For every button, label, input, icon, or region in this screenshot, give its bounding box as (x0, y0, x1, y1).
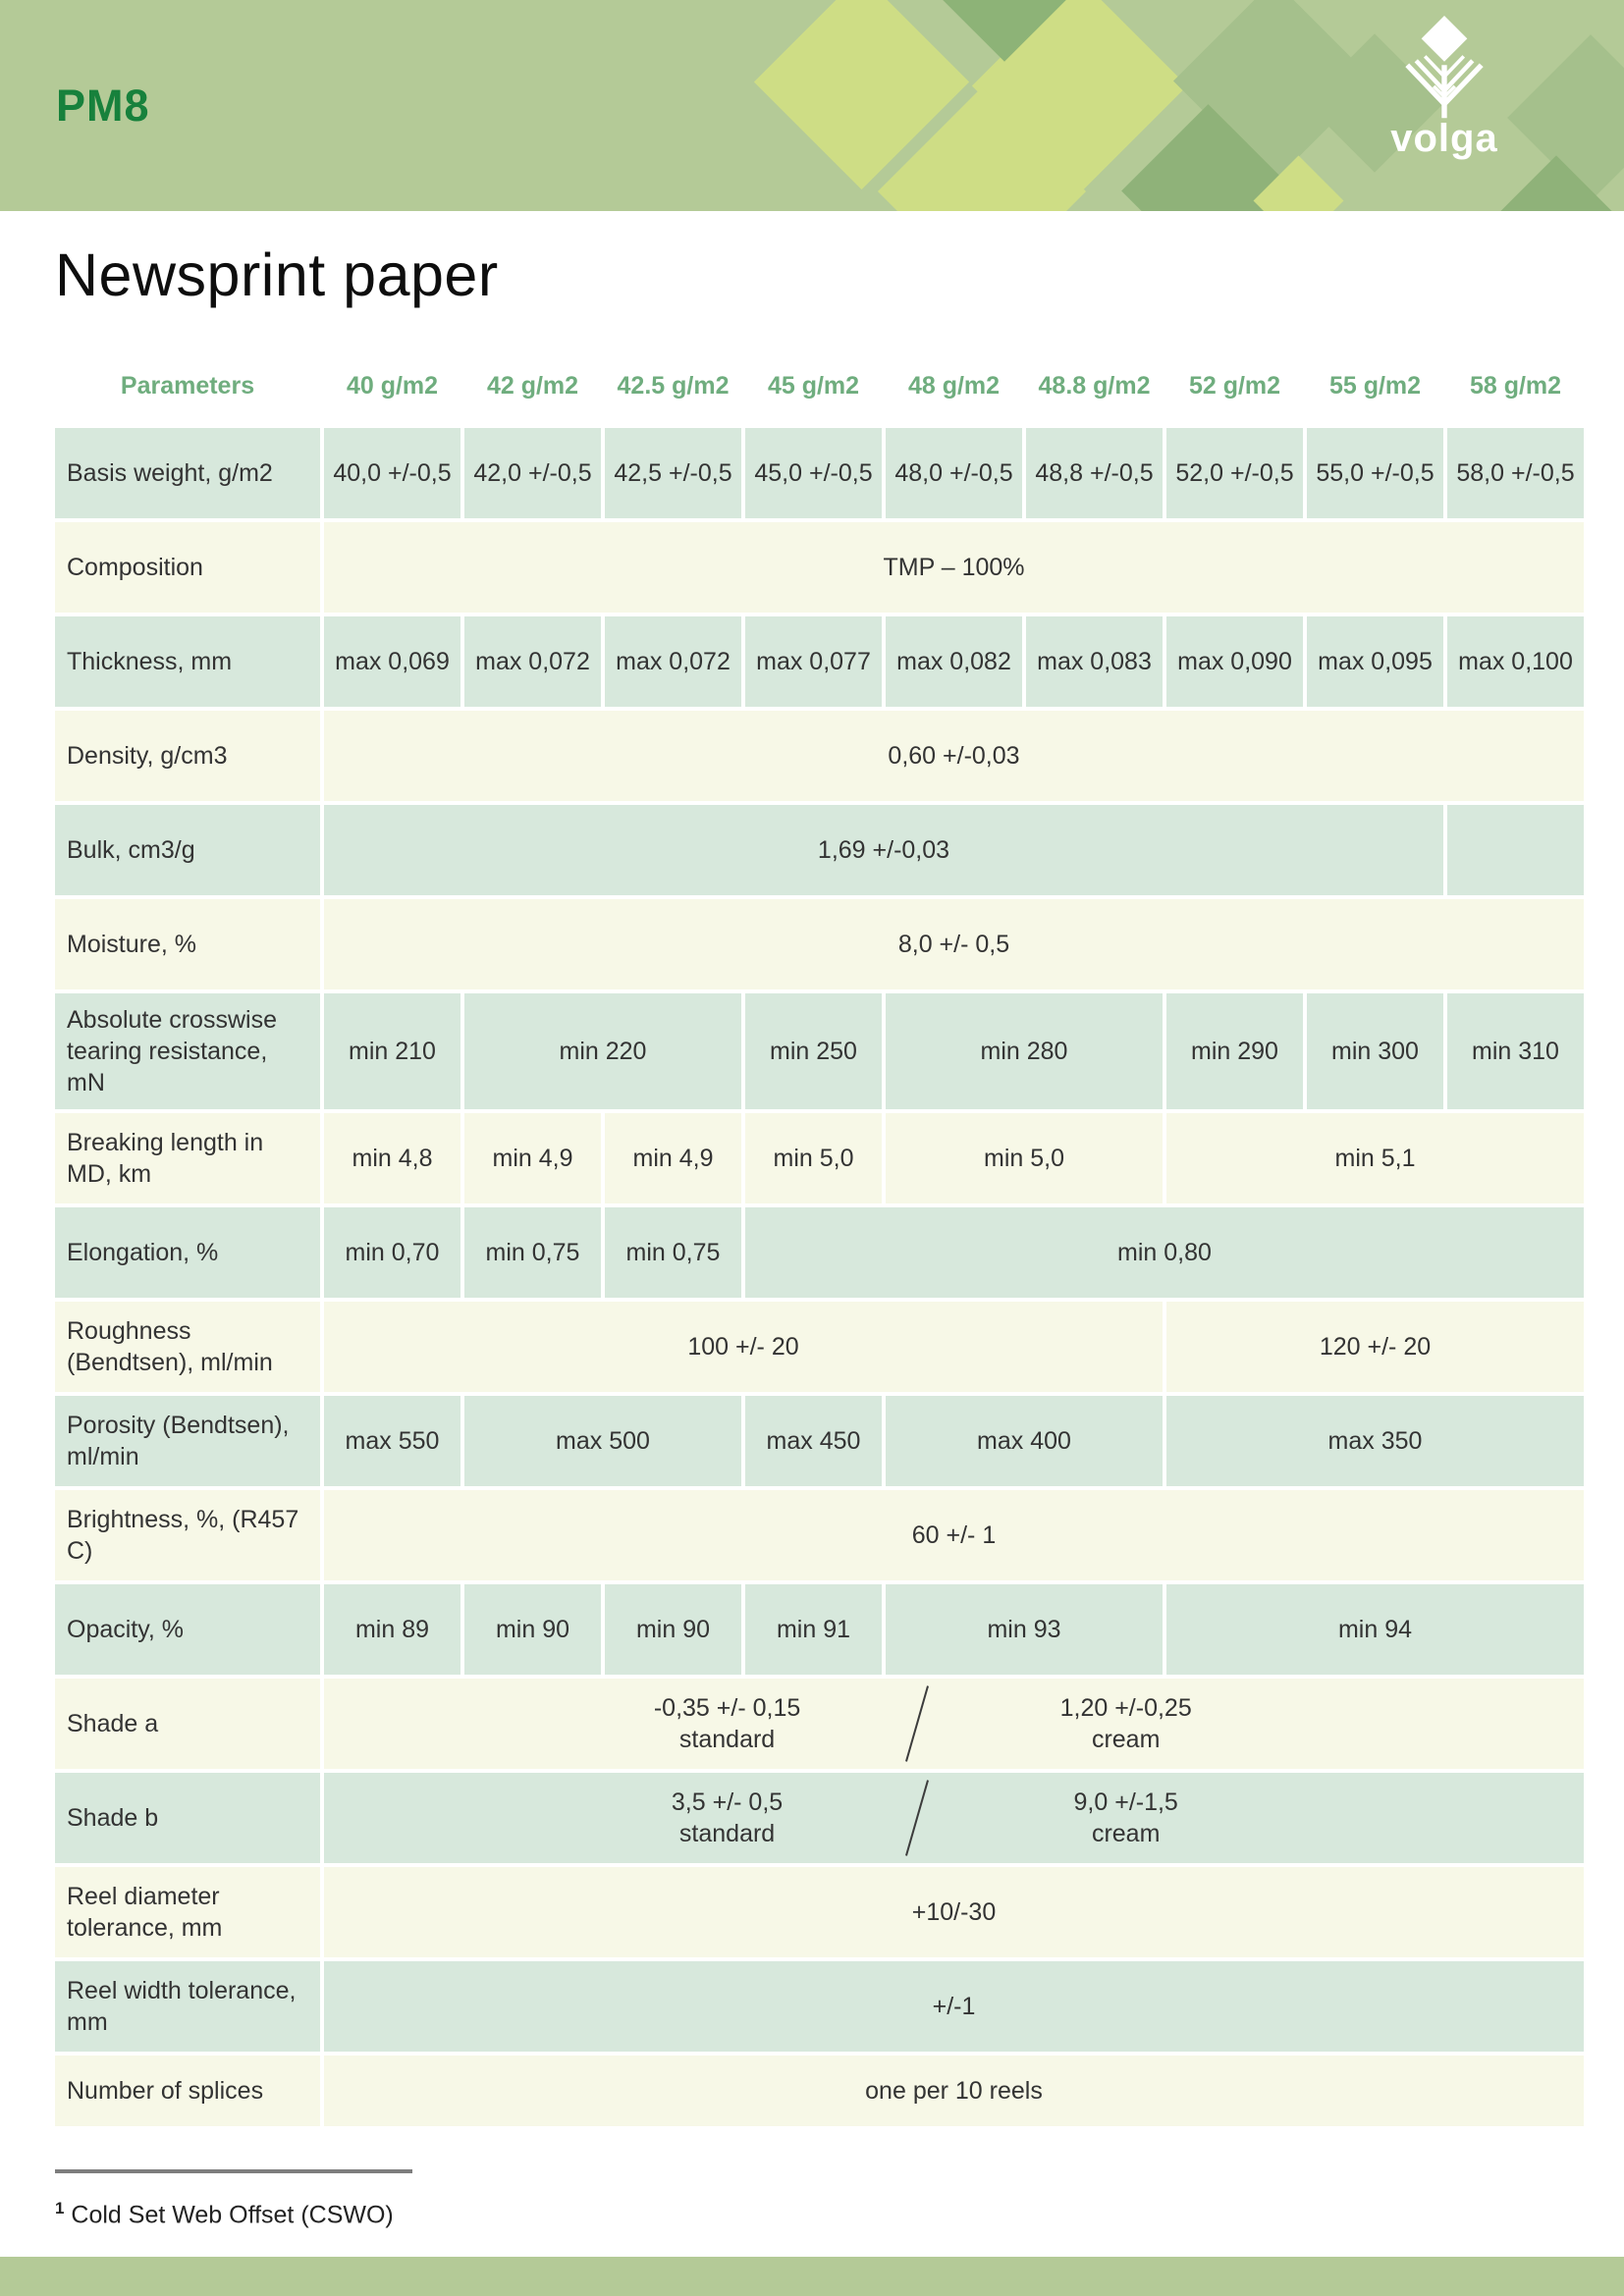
column-header: 58 g/m2 (1469, 372, 1562, 400)
table-header-row (55, 372, 1584, 400)
column-header: 52 g/m2 (1188, 372, 1281, 400)
row-label: Thickness, mm (55, 616, 320, 707)
column-header: 55 g/m2 (1328, 372, 1422, 400)
table-cell: +10/-30 (324, 1867, 1584, 1957)
table-cell: max 550 (324, 1396, 460, 1486)
shade-standard-value: 3,5 +/- 0,5 standard (671, 1789, 784, 1847)
table-cell: max 0,100 (1447, 616, 1584, 707)
table-cell: 48,8 +/-0,5 (1026, 428, 1163, 518)
table-row (55, 1679, 1584, 1769)
table-cell: min 210 (324, 993, 460, 1109)
table-cell: max 0,072 (605, 616, 741, 707)
footer-band (0, 2257, 1624, 2296)
row-label: Opacity, % (55, 1584, 320, 1675)
table-cell: min 93 (886, 1584, 1163, 1675)
table-cell: max 500 (464, 1396, 741, 1486)
row-label: Shade a (55, 1679, 320, 1769)
table-cell: 8,0 +/- 0,5 (324, 899, 1584, 989)
table-cell: TMP – 100% (324, 522, 1584, 613)
column-header: 48 g/m2 (907, 372, 1001, 400)
shade-cream-value: 9,0 +/-1,5 cream (1073, 1789, 1178, 1847)
column-header: 42.5 g/m2 (617, 372, 730, 400)
table-cell: min 290 (1166, 993, 1303, 1109)
table-row (55, 711, 1584, 801)
table-cell: max 0,072 (464, 616, 601, 707)
table-cell-shade-a (324, 1679, 1584, 1769)
table-cell: min 89 (324, 1584, 460, 1675)
logo-wordmark: volga (1390, 117, 1498, 160)
table-row (55, 1113, 1584, 1203)
product-code: PM8 (56, 80, 150, 131)
table-cell: 52,0 +/-0,5 (1166, 428, 1303, 518)
table-row (55, 1302, 1584, 1392)
column-header-parameters: Parameters (120, 372, 255, 400)
table-cell: min 0,70 (324, 1207, 460, 1298)
row-label: Number of splices (55, 2056, 320, 2126)
table-cell: max 350 (1166, 1396, 1584, 1486)
table-cell: 120 +/- 20 (1166, 1302, 1584, 1392)
table-row (55, 428, 1584, 518)
table-row (55, 1867, 1584, 1957)
table-cell: min 90 (464, 1584, 601, 1675)
row-label: Roughness (Bendtsen), ml/min (55, 1302, 320, 1392)
table-row (55, 2056, 1584, 2126)
row-label: Moisture, % (55, 899, 320, 989)
row-label: Elongation, % (55, 1207, 320, 1298)
row-label: Brightness, %, (R457 C) (55, 1490, 320, 1580)
table-row (55, 1584, 1584, 1675)
table-row (55, 1396, 1584, 1486)
table-cell: 55,0 +/-0,5 (1307, 428, 1443, 518)
footnote-divider (55, 2169, 412, 2173)
row-label: Shade b (55, 1773, 320, 1863)
column-header: 48.8 g/m2 (1038, 372, 1151, 400)
table-cell: max 0,077 (745, 616, 882, 707)
table-cell: one per 10 reels (324, 2056, 1584, 2126)
table-cell: 48,0 +/-0,5 (886, 428, 1022, 518)
volga-logo (1371, 16, 1518, 161)
table-cell: max 0,095 (1307, 616, 1443, 707)
table-cell: min 220 (464, 993, 741, 1109)
shade-cream-value: 1,20 +/-0,25 cream (1059, 1694, 1192, 1753)
table-row (55, 899, 1584, 989)
row-label: Bulk, cm3/g (55, 805, 320, 895)
row-label: Reel diameter tolerance, mm (55, 1867, 320, 1957)
column-header: 45 g/m2 (767, 372, 860, 400)
table-cell: min 5,0 (886, 1113, 1163, 1203)
table-row (55, 522, 1584, 613)
table-cell: max 400 (886, 1396, 1163, 1486)
table-cell: min 0,75 (605, 1207, 741, 1298)
table-cell: 1,69 +/-0,03 (324, 805, 1443, 895)
table-cell: +/-1 (324, 1961, 1584, 2052)
table-cell: min 0,75 (464, 1207, 601, 1298)
table-cell: min 4,8 (324, 1113, 460, 1203)
table-cell (1447, 805, 1584, 895)
footnote-1-marker: 1 (55, 2199, 65, 2217)
header-banner (0, 0, 1624, 211)
row-label: Porosity (Bendtsen), ml/min (55, 1396, 320, 1486)
table-cell: 40,0 +/-0,5 (324, 428, 460, 518)
column-header: 40 g/m2 (346, 372, 439, 400)
table-cell: max 0,069 (324, 616, 460, 707)
row-label: Composition (55, 522, 320, 613)
page-title: Newsprint paper (55, 241, 499, 308)
row-label: Basis weight, g/m2 (55, 428, 320, 518)
table-row (55, 1773, 1584, 1863)
row-label: Density, g/cm3 (55, 711, 320, 801)
table-cell: 100 +/- 20 (324, 1302, 1163, 1392)
table-cell: min 250 (745, 993, 882, 1109)
table-cell: max 0,090 (1166, 616, 1303, 707)
table-cell: 60 +/- 1 (324, 1490, 1584, 1580)
table-row (55, 1961, 1584, 2052)
table-row (55, 993, 1584, 1109)
table-cell: min 5,0 (745, 1113, 882, 1203)
table-cell: min 91 (745, 1584, 882, 1675)
table-cell: max 450 (745, 1396, 882, 1486)
table-cell-shade-b (324, 1773, 1584, 1863)
table-cell: 42,0 +/-0,5 (464, 428, 601, 518)
table-cell: 42,5 +/-0,5 (605, 428, 741, 518)
table-cell: min 300 (1307, 993, 1443, 1109)
table-cell: min 310 (1447, 993, 1584, 1109)
table-cell: min 4,9 (464, 1113, 601, 1203)
table-cell: min 5,1 (1166, 1113, 1584, 1203)
table-cell: min 94 (1166, 1584, 1584, 1675)
table-cell: min 90 (605, 1584, 741, 1675)
row-label: Reel width tolerance, mm (55, 1961, 320, 2052)
row-label: Breaking length in MD, km (55, 1113, 320, 1203)
table-cell: min 280 (886, 993, 1163, 1109)
table-cell: max 0,083 (1026, 616, 1163, 707)
shade-standard-value: -0,35 +/- 0,15 standard (653, 1694, 801, 1753)
table-cell: 58,0 +/-0,5 (1447, 428, 1584, 518)
table-cell: max 0,082 (886, 616, 1022, 707)
table-row (55, 805, 1584, 895)
table-cell: 45,0 +/-0,5 (745, 428, 882, 518)
table-row (55, 1207, 1584, 1298)
row-label: Absolute crosswise tearing resistance, mN (55, 993, 320, 1109)
table-row (55, 616, 1584, 707)
column-header: 42 g/m2 (486, 372, 579, 400)
spec-table (55, 372, 1584, 2126)
table-cell: min 0,80 (745, 1207, 1584, 1298)
table-cell: min 4,9 (605, 1113, 741, 1203)
footnote-1: $^1$ Cold Set Web Offset (CSWO) (55, 2199, 394, 2229)
table-cell: 0,60 +/-0,03 (324, 711, 1584, 801)
table-row (55, 1490, 1584, 1580)
